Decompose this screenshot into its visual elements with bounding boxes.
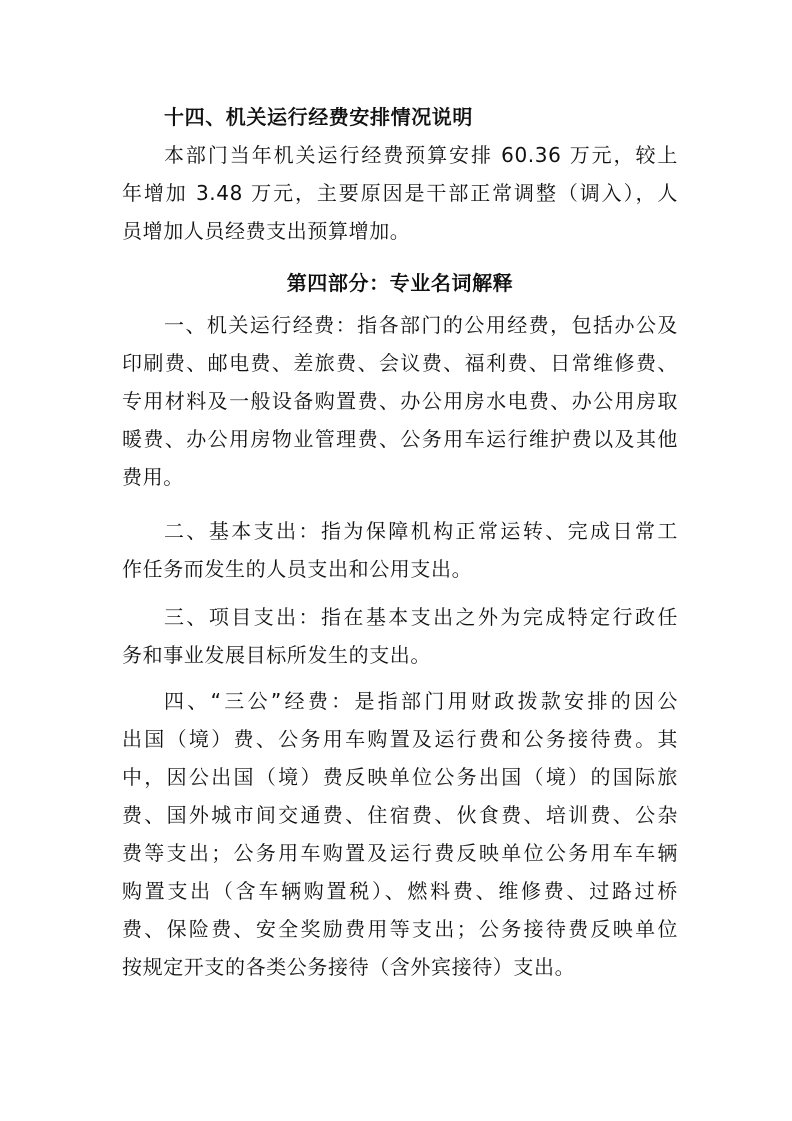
paragraph-line: 暖费、办公用房物业管理费、公务用车运行维护费以及其他 bbox=[122, 427, 678, 451]
part-4-title: 第四部分：专业名词解释 bbox=[286, 271, 514, 295]
paragraph-line: 员增加人员经费支出预算增加。 bbox=[122, 219, 411, 243]
section-14-heading: 十四、机关运行经费安排情况说明 bbox=[164, 105, 473, 129]
term-basic-expenditure bbox=[122, 512, 678, 588]
paragraph-line: 按规定开支的各类公务接待（含外宾接待）支出。 bbox=[122, 955, 576, 979]
paragraph-line: 四、“三公”经费：是指部门用财政拨款安排的因公 bbox=[164, 689, 678, 713]
paragraph-line: 费用。 bbox=[122, 465, 184, 489]
paragraph-line: 本部门当年机关运行经费预算安排 60.36 万元，较上 bbox=[164, 143, 678, 167]
section-14-paragraph bbox=[122, 136, 678, 250]
paragraph-line: 印刷费、邮电费、差旅费、会议费、福利费、日常维修费、 bbox=[122, 351, 678, 375]
term-machine-operation-cost bbox=[122, 306, 678, 496]
paragraph-line: 出国（境）费、公务用车购置及运行费和公务接待费。其 bbox=[122, 727, 678, 751]
paragraph-line: 三、项目支出：指在基本支出之外为完成特定行政任 bbox=[164, 605, 678, 629]
paragraph-line: 二、基本支出：指为保障机构正常运转、完成日常工 bbox=[164, 519, 678, 543]
paragraph-line: 中，因公出国（境）费反映单位公务出国（境）的国际旅 bbox=[122, 765, 678, 789]
paragraph-line: 务和事业发展目标所发生的支出。 bbox=[122, 643, 431, 667]
paragraph-line: 一、机关运行经费：指各部门的公用经费，包括办公及 bbox=[164, 313, 678, 337]
paragraph-line: 费、国外城市间交通费、住宿费、伙食费、培训费、公杂 bbox=[122, 803, 678, 827]
paragraph-line: 年增加 3.48 万元，主要原因是干部正常调整（调入），人 bbox=[122, 181, 678, 205]
paragraph-line: 作任务而发生的人员支出和公用支出。 bbox=[122, 557, 473, 581]
paragraph-line: 费、保险费、安全奖励费用等支出；公务接待费反映单位 bbox=[122, 917, 678, 941]
paragraph-line: 费等支出；公务用车购置及运行费反映单位公务用车车辆 bbox=[122, 841, 678, 865]
term-three-public-expenses bbox=[122, 682, 678, 986]
paragraph-line: 购置支出（含车辆购置税）、燃料费、维修费、过路过桥 bbox=[122, 879, 678, 903]
term-project-expenditure bbox=[122, 598, 678, 674]
paragraph-line: 专用材料及一般设备购置费、办公用房水电费、办公用房取 bbox=[122, 389, 678, 413]
